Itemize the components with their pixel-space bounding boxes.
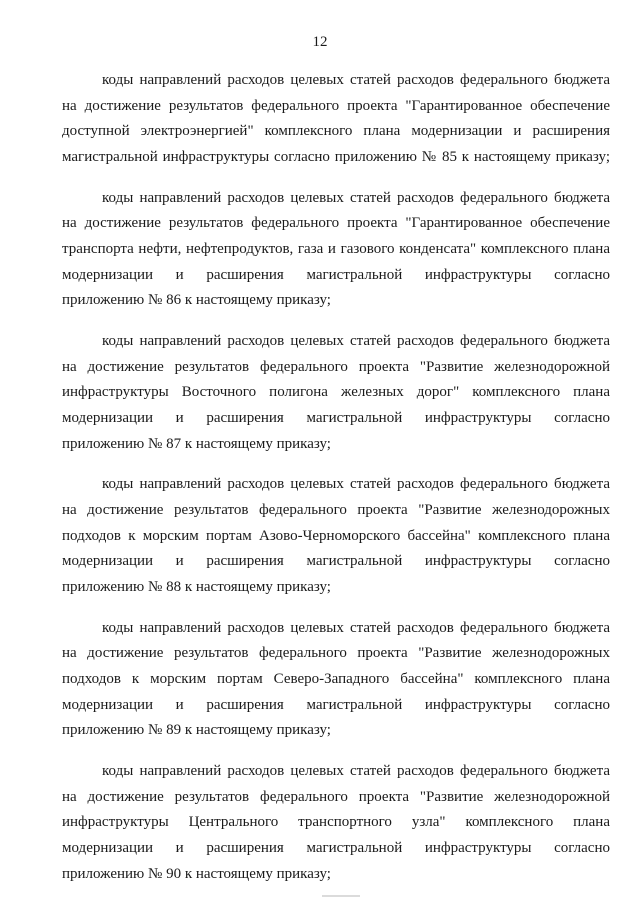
paragraph-appendix-86 bbox=[62, 186, 610, 314]
paragraph-line: на достижение результатов федерального проекта "Развитие железнодорожной bbox=[62, 788, 610, 805]
paragraph-line: модернизации и расширения магистральной инфраструктуры согласно bbox=[62, 409, 610, 426]
page-number: 12 bbox=[312, 34, 328, 50]
paragraph-appendix-85 bbox=[62, 68, 610, 170]
paragraph-line: модернизации и расширения магистральной инфраструктуры согласно bbox=[62, 696, 610, 713]
paragraph-line: на достижение результатов федерального проекта "Развитие железнодорожных bbox=[62, 502, 610, 519]
paragraph-line: коды направлений расходов целевых статей расходов федерального бюджета bbox=[102, 72, 610, 88]
paragraph-line: инфраструктуры Центрального транспортного узла" комплексного плана bbox=[62, 814, 610, 831]
paragraph-line: приложению № 89 к настоящему приказу; bbox=[62, 722, 331, 739]
paragraph-appendix-89 bbox=[62, 616, 610, 744]
paragraph-line: транспорта нефти, нефтепродуктов, газа и газового конденсата" комплексного плана bbox=[62, 240, 610, 257]
paragraph-line: на достижение результатов федерального проекта "Гарантированное обеспечение bbox=[62, 215, 610, 232]
paragraph-line: подходов к морским портам Азово-Черноморского бассейна" комплексного плана bbox=[62, 527, 610, 544]
paragraph-line: на достижение результатов федерального проекта "Развитие железнодорожных bbox=[62, 645, 610, 662]
paragraph-line: подходов к морским портам Северо-Западного бассейна" комплексного плана bbox=[62, 671, 610, 688]
paragraph-line: приложению № 90 к настоящему приказу; bbox=[62, 865, 331, 882]
paragraph-line: коды направлений расходов целевых статей расходов федерального бюджета bbox=[102, 189, 610, 206]
paragraph-line: на достижение результатов федерального проекта "Гарантированное обеспечение bbox=[62, 97, 610, 114]
paragraph-line: приложению № 87 к настоящему приказу; bbox=[62, 435, 331, 452]
paragraph-line: коды направлений расходов целевых статей расходов федерального бюджета bbox=[102, 619, 610, 636]
paragraph-line: модернизации и расширения магистральной инфраструктуры согласно bbox=[62, 839, 610, 856]
paragraph-line: модернизации и расширения магистральной инфраструктуры согласно bbox=[62, 553, 610, 570]
paragraph-line: модернизации и расширения магистральной инфраструктуры согласно bbox=[62, 266, 610, 283]
paragraph-appendix-87 bbox=[62, 329, 610, 457]
scan-artifact bbox=[322, 895, 360, 897]
paragraph-line: коды направлений расходов целевых статей расходов федерального бюджета bbox=[102, 476, 610, 493]
paragraph-line: приложению № 86 к настоящему приказу; bbox=[62, 292, 331, 309]
paragraph-appendix-90 bbox=[62, 759, 610, 887]
paragraph-line: коды направлений расходов целевых статей расходов федерального бюджета bbox=[102, 763, 610, 780]
paragraph-appendix-88 bbox=[62, 472, 610, 600]
paragraph-line: магистральной инфраструктуры согласно приложению № 85 к настоящему приказу; bbox=[62, 148, 610, 165]
paragraph-line: доступной электроэнергией" комплексного плана модернизации и расширения bbox=[62, 123, 610, 140]
paragraph-line: инфраструктуры Восточного полигона железных дорог" комплексного плана bbox=[62, 384, 610, 401]
paragraph-line: коды направлений расходов целевых статей расходов федерального бюджета bbox=[102, 333, 610, 350]
document-body bbox=[62, 68, 610, 903]
paragraph-line: на достижение результатов федерального проекта "Развитие железнодорожной bbox=[62, 358, 610, 375]
paragraph-line: приложению № 88 к настоящему приказу; bbox=[62, 578, 331, 595]
